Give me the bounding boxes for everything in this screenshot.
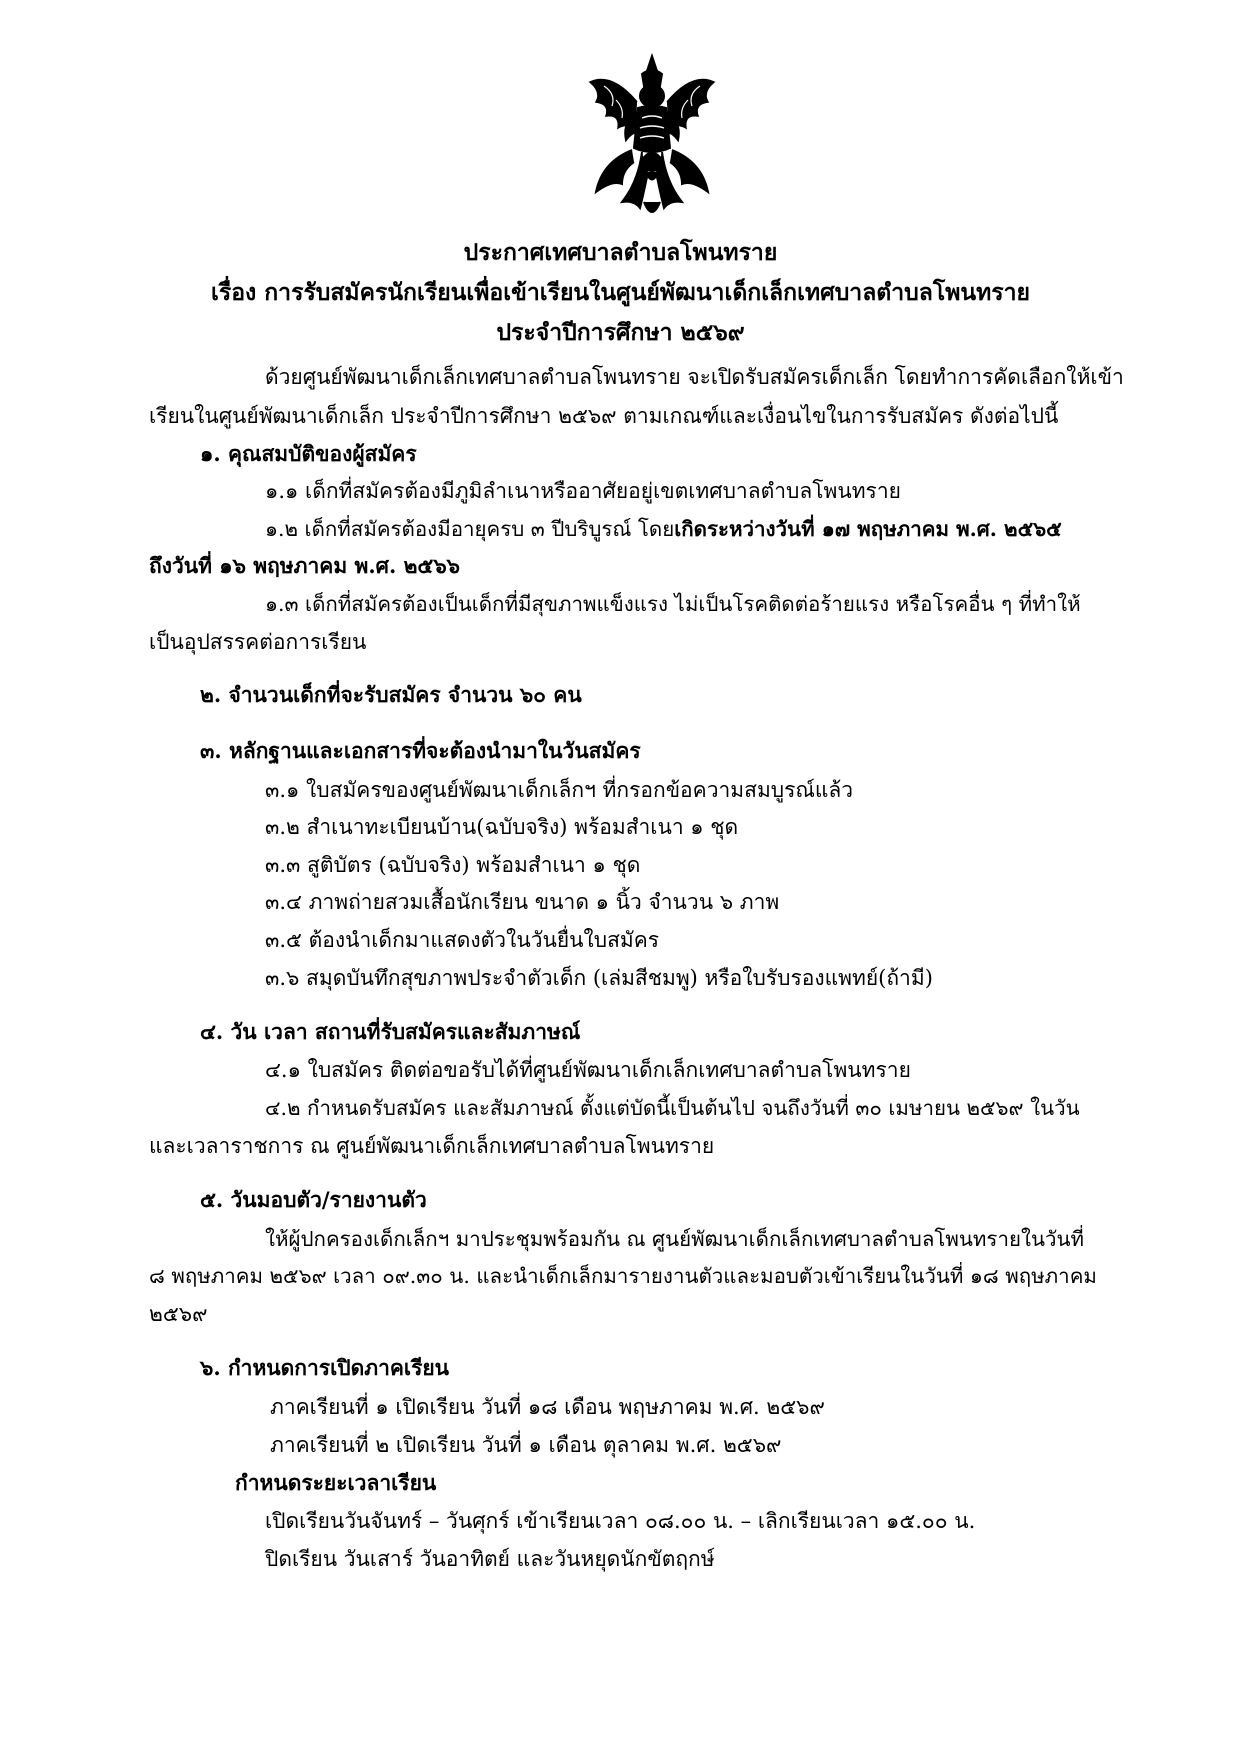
section-1-heading: ๑. คุณสมบัติของผู้สมัคร bbox=[200, 441, 417, 466]
section-3-item: ๓.๓ สูติบัตร (ฉบับจริง) พร้อมสำเนา ๑ ชุด bbox=[265, 853, 641, 877]
section-6-heading: ๖. กำหนดการเปิดภาคเรียน bbox=[200, 1355, 450, 1380]
section-3-item: ๓.๕ ต้องนำเด็กมาแสดงตัวในวันยื่นใบสมัคร bbox=[265, 928, 660, 952]
section-1-item-2-text: ๑.๒ เด็กที่สมัครต้องมีอายุครบ ๓ ปีบริบูรณ์ โดย bbox=[265, 517, 675, 541]
section-1-item-1: ๑.๑ เด็กที่สมัครต้องมีภูมิลำเนาหรืออาศัยอยู่เขตเทศบาลตำบลโพนทราย bbox=[265, 479, 901, 503]
section-3-heading: ๓. หลักฐานและเอกสารที่จะต้องนำมาในวันสมัคร bbox=[200, 738, 641, 763]
birth-date-range: เกิดระหว่างวันที่ ๑๗ พฤษภาคม พ.ศ. ๒๕๖๕ bbox=[674, 517, 1062, 541]
schedule-heading: กำหนดระยะเวลาเรียน bbox=[235, 1470, 437, 1495]
term-1-line: ภาคเรียนที่ ๑ เปิดเรียน วันที่ ๑๘ เดือน พฤษภาคม พ.ศ. ๒๕๖๙ bbox=[270, 1395, 825, 1419]
garuda-emblem-icon bbox=[582, 52, 722, 227]
academic-year-line: ประจำปีการศึกษา ๒๕๖๙ bbox=[496, 319, 745, 346]
section-5-heading: ๕. วันมอบตัว/รายงานตัว bbox=[200, 1187, 427, 1212]
section-4-item-2: ๔.๒ กำหนดรับสมัคร และสัมภาษณ์ ตั้งแต่บัดนี้เป็นต้นไป จนถึงวันที่ ๓๐ เมษายน ๒๕๖๙ ในวัน bbox=[265, 1096, 1080, 1120]
section-1-item-3: ๑.๓ เด็กที่สมัครต้องเป็นเด็กที่มีสุขภาพแข็งแรง ไม่เป็นโรคติดต่อร้ายแรง หรือโรคอื่น ๆ ที่ทำให้ bbox=[265, 592, 1081, 616]
section-4-heading: ๔. วัน เวลา สถานที่รับสมัครและสัมภาษณ์ bbox=[200, 1019, 581, 1044]
section-3-item: ๓.๖ สมุดบันทึกสุขภาพประจำตัวเด็ก (เล่มสีชมพู) หรือใบรับรองแพทย์(ถ้ามี) bbox=[265, 966, 933, 990]
document-subject: เรื่อง การรับสมัครนักเรียนเพื่อเข้าเรียนในศูนย์พัฒนาเด็กเล็กเทศบาลตำบลโพนทราย bbox=[210, 279, 1030, 306]
section-5-line-3: ๒๕๖๙ bbox=[149, 1302, 208, 1326]
section-4-item-2-cont: และเวลาราชการ ณ ศูนย์พัฒนาเด็กเล็กเทศบาลตำบลโพนทราย bbox=[149, 1134, 715, 1158]
section-5-line-2: ๘ พฤษภาคม ๒๕๖๙ เวลา ๐๙.๓๐ น. และนำเด็กเล็กมารายงานตัวและมอบตัวเข้าเรียนในวันที่ ๑๘ พฤษภาคม bbox=[149, 1264, 1097, 1288]
section-3-item: ๓.๑ ใบสมัครของศูนย์พัฒนาเด็กเล็กฯ ที่กรอกข้อความสมบูรณ์แล้ว bbox=[265, 778, 854, 802]
section-5-line-1: ให้ผู้ปกครองเด็กเล็กฯ มาประชุมพร้อมกัน ณ ศูนย์พัฒนาเด็กเล็กเทศบาลตำบลโพนทรายในวันที่ bbox=[265, 1227, 1085, 1251]
document-title: ประกาศเทศบาลตำบลโพนทราย bbox=[463, 239, 778, 266]
section-1-item-2-cont: ถึงวันที่ ๑๖ พฤษภาคม พ.ศ. ๒๕๖๖ bbox=[149, 553, 460, 578]
section-3-item: ๓.๔ ภาพถ่ายสวมเสื้อนักเรียน ขนาด ๑ นิ้ว จำนวน ๖ ภาพ bbox=[265, 890, 780, 914]
section-4-item-1: ๔.๑ ใบสมัคร ติดต่อขอรับได้ที่ศูนย์พัฒนาเด็กเล็กเทศบาลตำบลโพนทราย bbox=[265, 1058, 911, 1082]
intro-line-1: ด้วยศูนย์พัฒนาเด็กเล็กเทศบาลตำบลโพนทราย จะเปิดรับสมัครเด็กเล็ก โดยทำการคัดเลือกให้เข้า bbox=[265, 365, 1124, 389]
section-3-item: ๓.๒ สำเนาทะเบียนบ้าน(ฉบับจริง) พร้อมสำเนา ๑ ชุด bbox=[265, 815, 739, 839]
schedule-line-2: ปิดเรียน วันเสาร์ วันอาทิตย์ และวันหยุดนักขัตฤกษ์ bbox=[265, 1547, 715, 1571]
section-1-item-3-cont: เป็นอุปสรรคต่อการเรียน bbox=[149, 630, 367, 654]
section-1-item-2 bbox=[265, 515, 1062, 543]
section-2-heading: ๒. จำนวนเด็กที่จะรับสมัคร จำนวน ๖๐ คน bbox=[200, 682, 582, 707]
intro-line-2: เรียนในศูนย์พัฒนาเด็กเล็ก ประจำปีการศึกษา ๒๕๖๙ ตามเกณฑ์และเงื่อนไขในการรับสมัคร ดังต่อไปนี้ bbox=[149, 404, 1059, 428]
term-2-line: ภาคเรียนที่ ๒ เปิดเรียน วันที่ ๑ เดือน ตุลาคม พ.ศ. ๒๕๖๙ bbox=[270, 1433, 782, 1457]
schedule-line-1: เปิดเรียนวันจันทร์ – วันศุกร์ เข้าเรียนเวลา ๐๘.๐๐ น. – เลิกเรียนเวลา ๑๕.๐๐ น. bbox=[265, 1509, 976, 1533]
